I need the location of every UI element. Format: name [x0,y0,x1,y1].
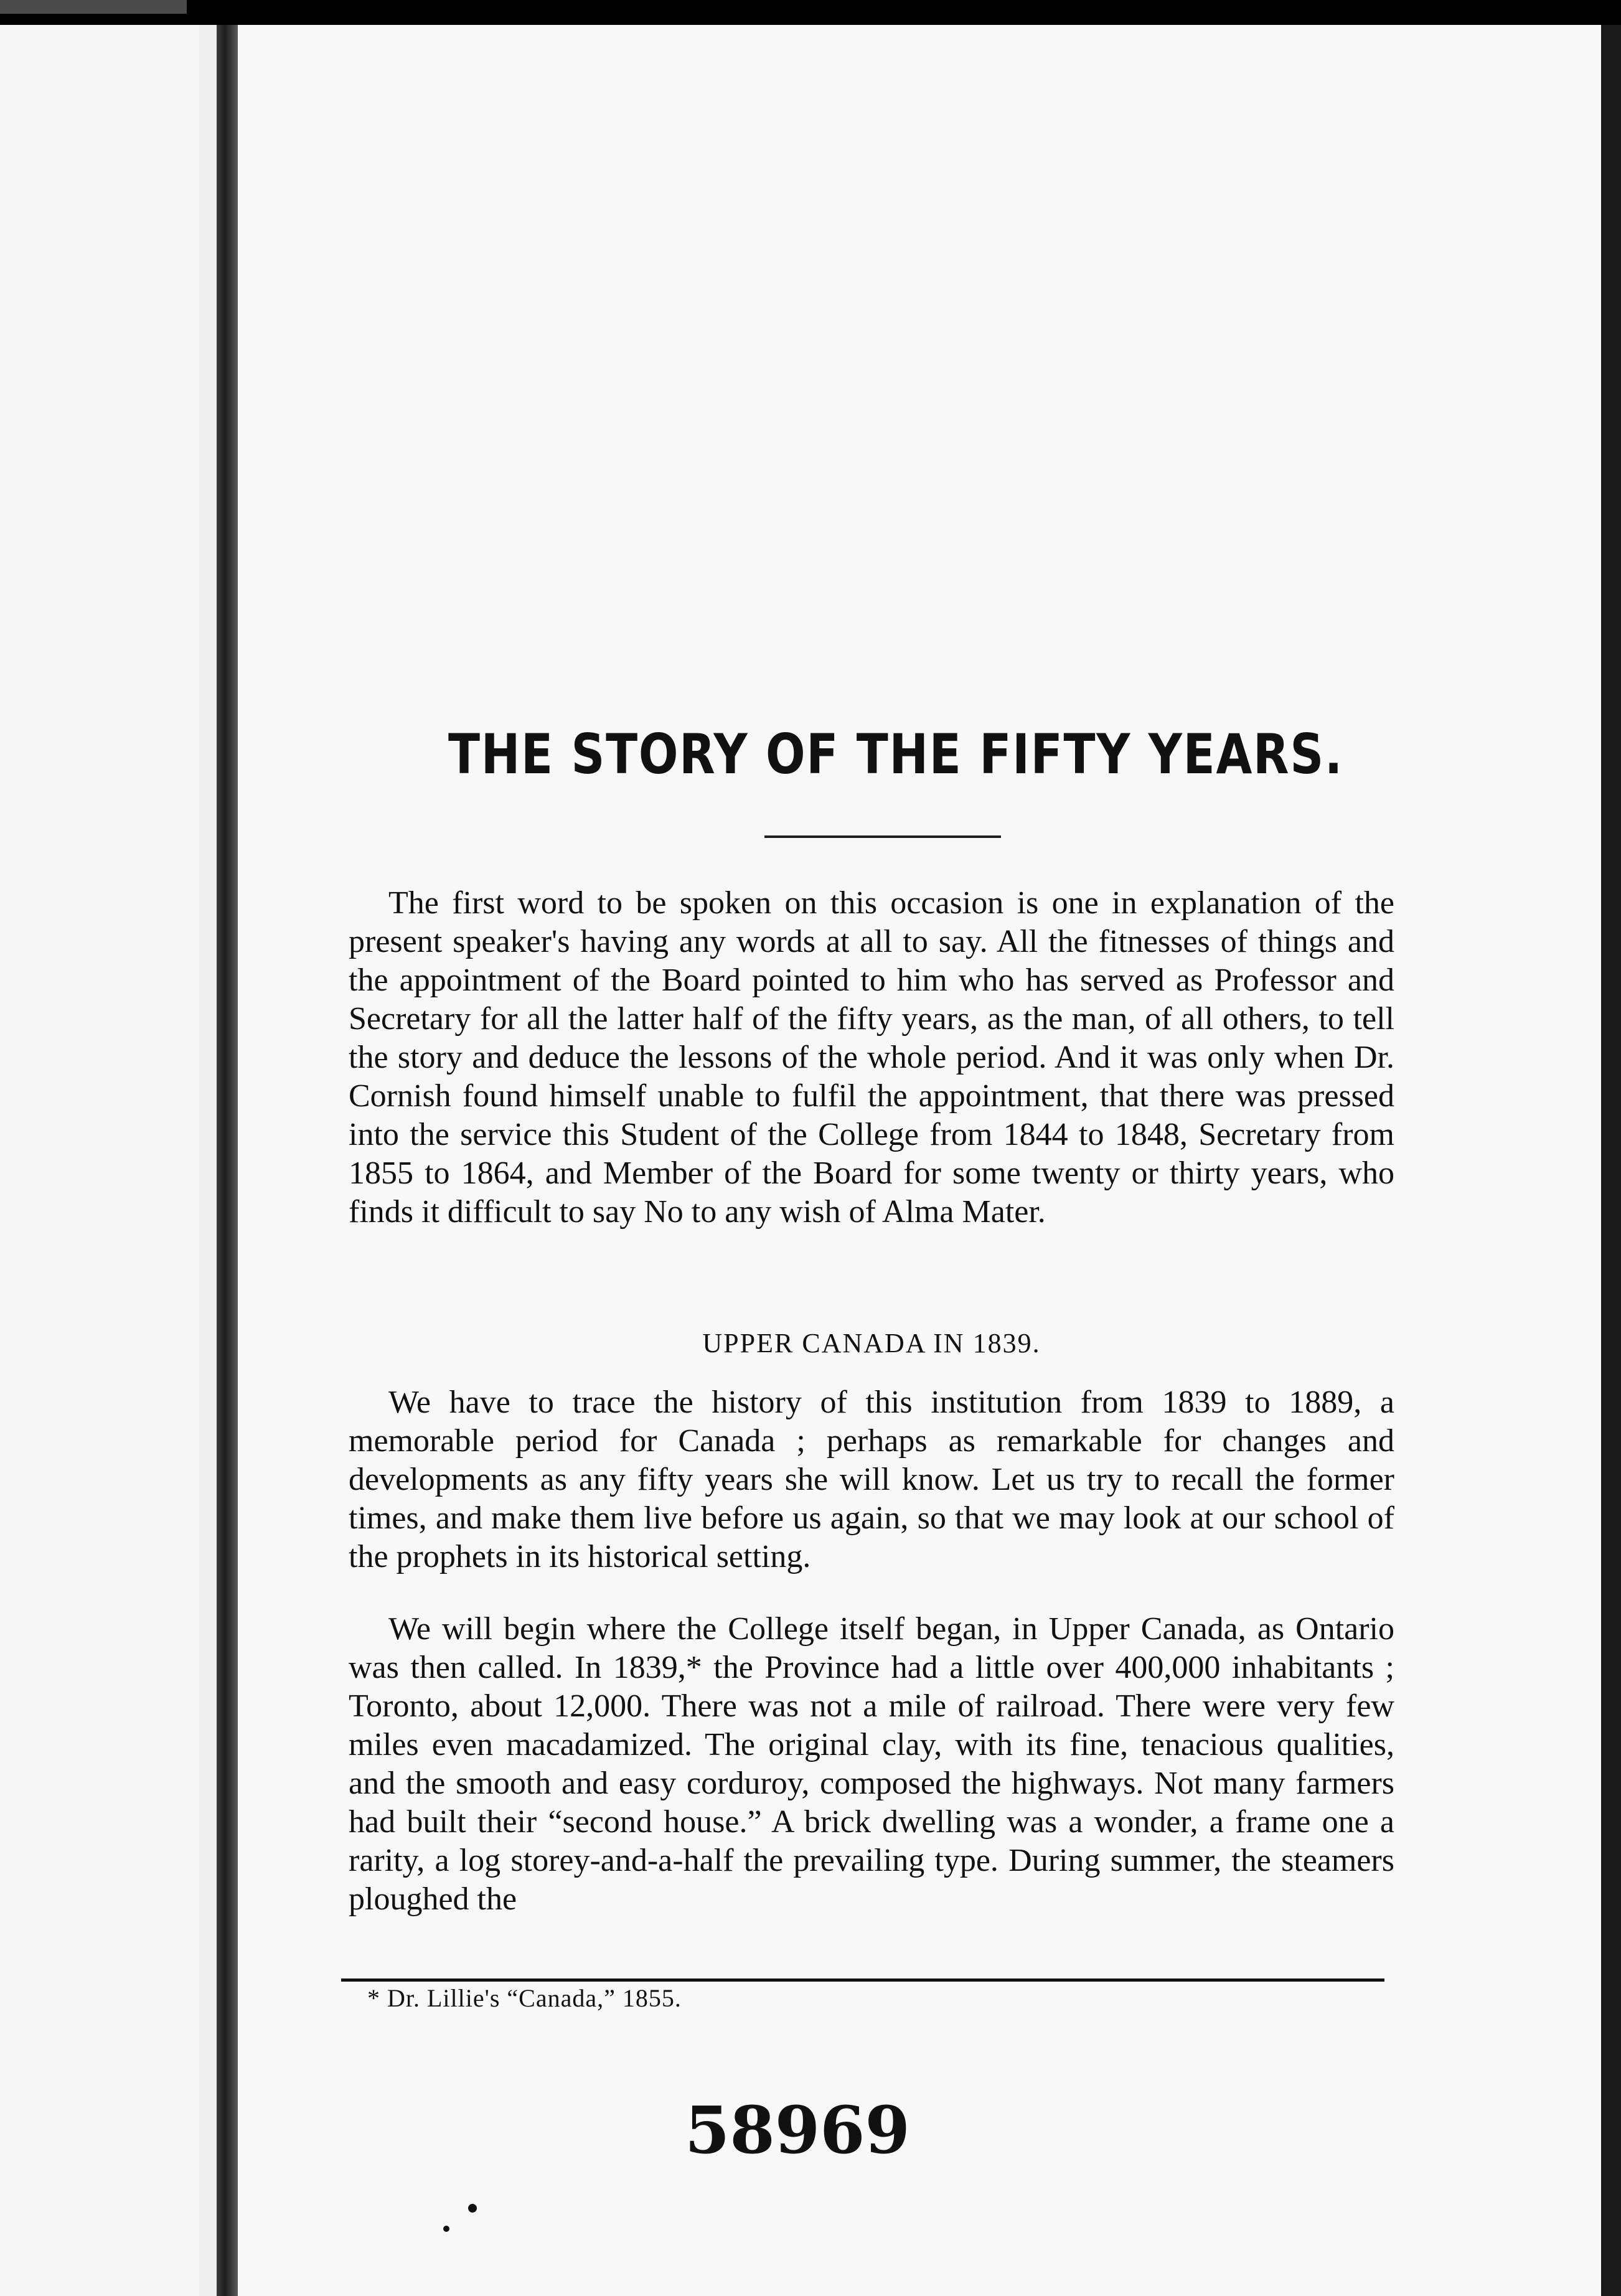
scan-top-border [0,0,1621,25]
gutter [199,25,217,2296]
body-paragraph-2 [349,1383,1394,1576]
ink-speck [443,2226,449,2232]
left-facing-page [0,25,202,2296]
ink-speck [468,2204,477,2213]
book-spine [217,25,238,2296]
title-divider [764,835,1001,838]
paragraph-text: We have to trace the history of this institution from 1839 to 1889, a memorable period for Canada ; perhaps as remarkable for changes and developments as any fifty years she will know. Let us try to recall the former times, and make them live before us again, so that we may look at our school of the prophets in its historical setting. [349,1385,1394,1574]
paragraph-text: We will begin where the College itself began, in Upper Canada, as Ontario was then called. In 1839,* the Province had a little over 400,000 inhabitants ; Toronto, about 12,000. There was not a mile of railroad. There were very few miles even macadamized. The original clay, with its fine, tenacious qualities, and the smooth and easy corduroy, composed the highways. Not many farmers had built their “second house.” A brick dwelling was a wonder, a frame one a rarity, a log storey-and-a-half the prevailing type. During summer, the steamers ploughed the [349,1611,1394,1917]
section-heading: UPPER CANADA IN 1839. [702,1328,1041,1358]
paragraph-text: The first word to be spoken on this occasion is one in explanation of the present speaker's having any words at all to say. All the fitnesses of things and the appointment of the Board pointed to him who has served as Professor and Secretary for all the latter half of the fifty years, as the man, of all others, to tell the story and deduce the lessons of the whole period. And it was only when Dr. Cornish found himself unable to fulfil the appointment, that there was pressed into the service this Student of the College from 1844 to 1848, Secretary from 1855 to 1864, and Member of the Board for some twenty or thirty years, who finds it difficult to say No to any wish of Alma Mater. [349,885,1394,1230]
body-paragraph-3 [349,1610,1394,1919]
scan-top-border-fade [0,0,187,14]
footnote-divider [341,1978,1384,1982]
scan-right-border [1601,25,1621,2296]
body-paragraph-1 [349,884,1394,1231]
page-title: THE STORY OF THE FIFTY YEARS. [448,722,1344,786]
footnote: * Dr. Lillie's “Canada,” 1855. [367,1984,682,2012]
accession-number-stamp: 58969 [685,2092,910,2168]
